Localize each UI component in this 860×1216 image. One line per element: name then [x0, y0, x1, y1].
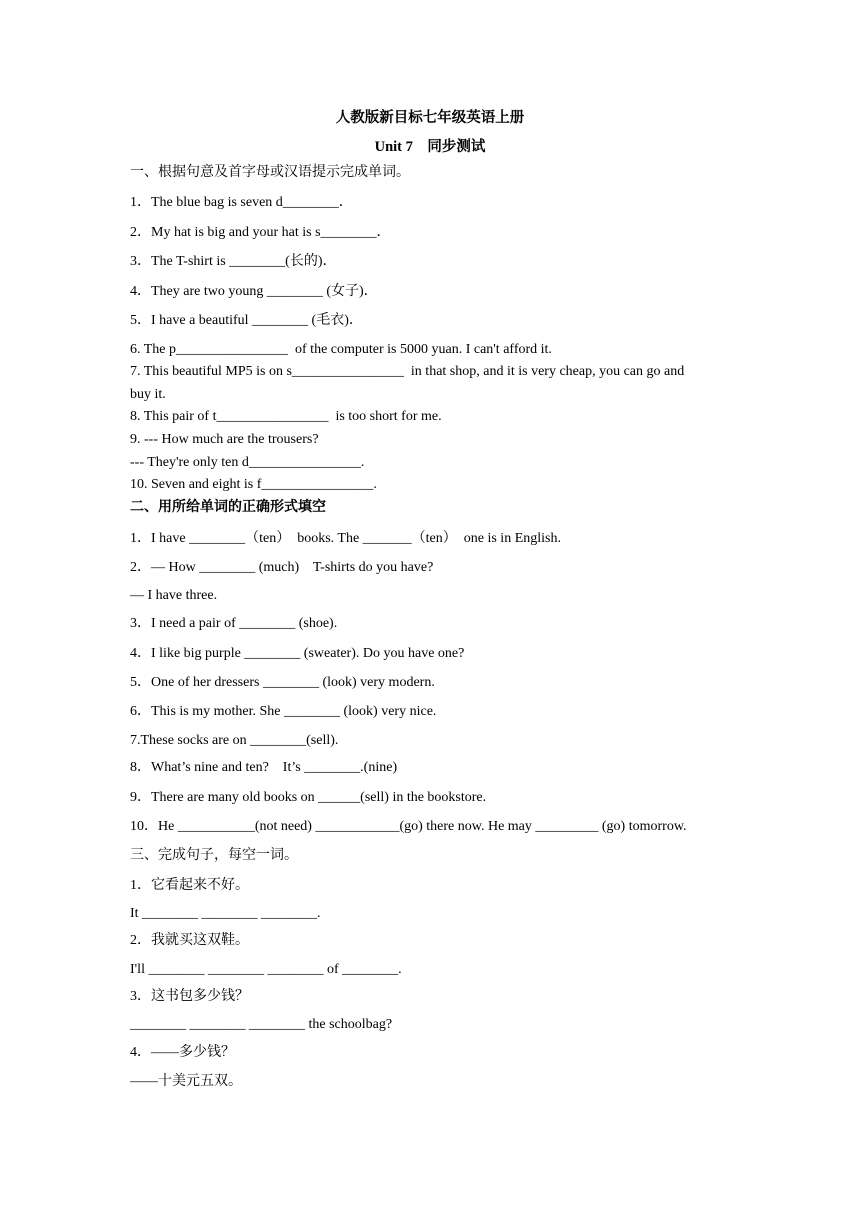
s1-item-7: 7. This beautiful MP5 is on s________________ in that shop, and it is very cheap, you can go and	[130, 364, 685, 379]
s2-item-7: 7.These socks are on ________(sell).	[130, 733, 339, 748]
s2-item-3: 3．I need a pair of ________ (shoe).	[130, 616, 338, 631]
s2-item-1: 1．I have ________（ten） books. The _______（ten） one is in English.	[130, 531, 561, 546]
s3-item-2-cn: 2．我就买这双鞋。	[130, 933, 249, 948]
s2-item-4: 4．I like big purple ________ (sweater). Do you have one?	[130, 646, 465, 661]
s3-item-1-en: It ________ ________ ________.	[130, 906, 321, 921]
s3-item-1-cn: 1．它看起来不好。	[130, 878, 249, 893]
section-3-heading: 三、完成句子，每空一词。	[130, 848, 298, 863]
doc-subtitle: Unit 7 同步测试	[374, 139, 486, 155]
s3-item-4-cn: 4．——多少钱？	[130, 1045, 235, 1060]
s1-item-2: 2．My hat is big and your hat is s________．	[130, 225, 391, 240]
s3-item-3-cn: 3．这书包多少钱？	[130, 989, 249, 1004]
s1-item-3: 3．The T-shirt is ________(长的)．	[130, 254, 337, 269]
s1-item-5: 5．I have a beautiful ________ (毛衣)．	[130, 313, 363, 328]
s1-item-9-a: --- They're only ten d________________.	[130, 455, 365, 470]
section-2-heading: 二、用所给单词的正确形式填空	[130, 500, 326, 515]
s1-item-9-q: 9. --- How much are the trousers?	[130, 432, 319, 447]
s3-item-4-en: ——十美元五双。	[130, 1074, 242, 1089]
s2-item-5: 5．One of her dressers ________ (look) very modern.	[130, 675, 435, 690]
doc-title: 人教版新目标七年级英语上册	[335, 110, 525, 126]
s2-item-2-q: 2．— How ________ (much) T-shirts do you have?	[130, 560, 434, 575]
s1-item-10: 10. Seven and eight is f________________.	[130, 477, 377, 492]
s1-item-8: 8. This pair of t________________ is too short for me.	[130, 409, 442, 424]
s1-item-4: 4．They are two young ________ (女子)．	[130, 284, 378, 299]
s2-item-10: 10．He ___________(not need) ____________(go) there now. He may _________ (go) tomorrow.	[130, 819, 687, 834]
s2-item-9: 9．There are many old books on ______(sell) in the bookstore.	[130, 790, 487, 805]
section-1-heading: 一、根据句意及首字母或汉语提示完成单词。	[130, 165, 410, 180]
s2-item-2-a: — I have three.	[130, 588, 218, 603]
s2-item-6: 6．This is my mother. She ________ (look) very nice.	[130, 704, 437, 719]
s3-item-3-en: ________ ________ ________ the schoolbag?	[130, 1017, 393, 1032]
s2-item-8: 8．What’s nine and ten? It’s ________.(nine)	[130, 760, 398, 775]
s1-item-7-cont: buy it.	[130, 387, 166, 402]
s3-item-2-en: I'll ________ ________ ________ of ________.	[130, 962, 402, 977]
s1-item-6: 6. The p________________ of the computer is 5000 yuan. I can't afford it.	[130, 342, 552, 357]
s1-item-1: 1．The blue bag is seven d________．	[130, 195, 353, 210]
